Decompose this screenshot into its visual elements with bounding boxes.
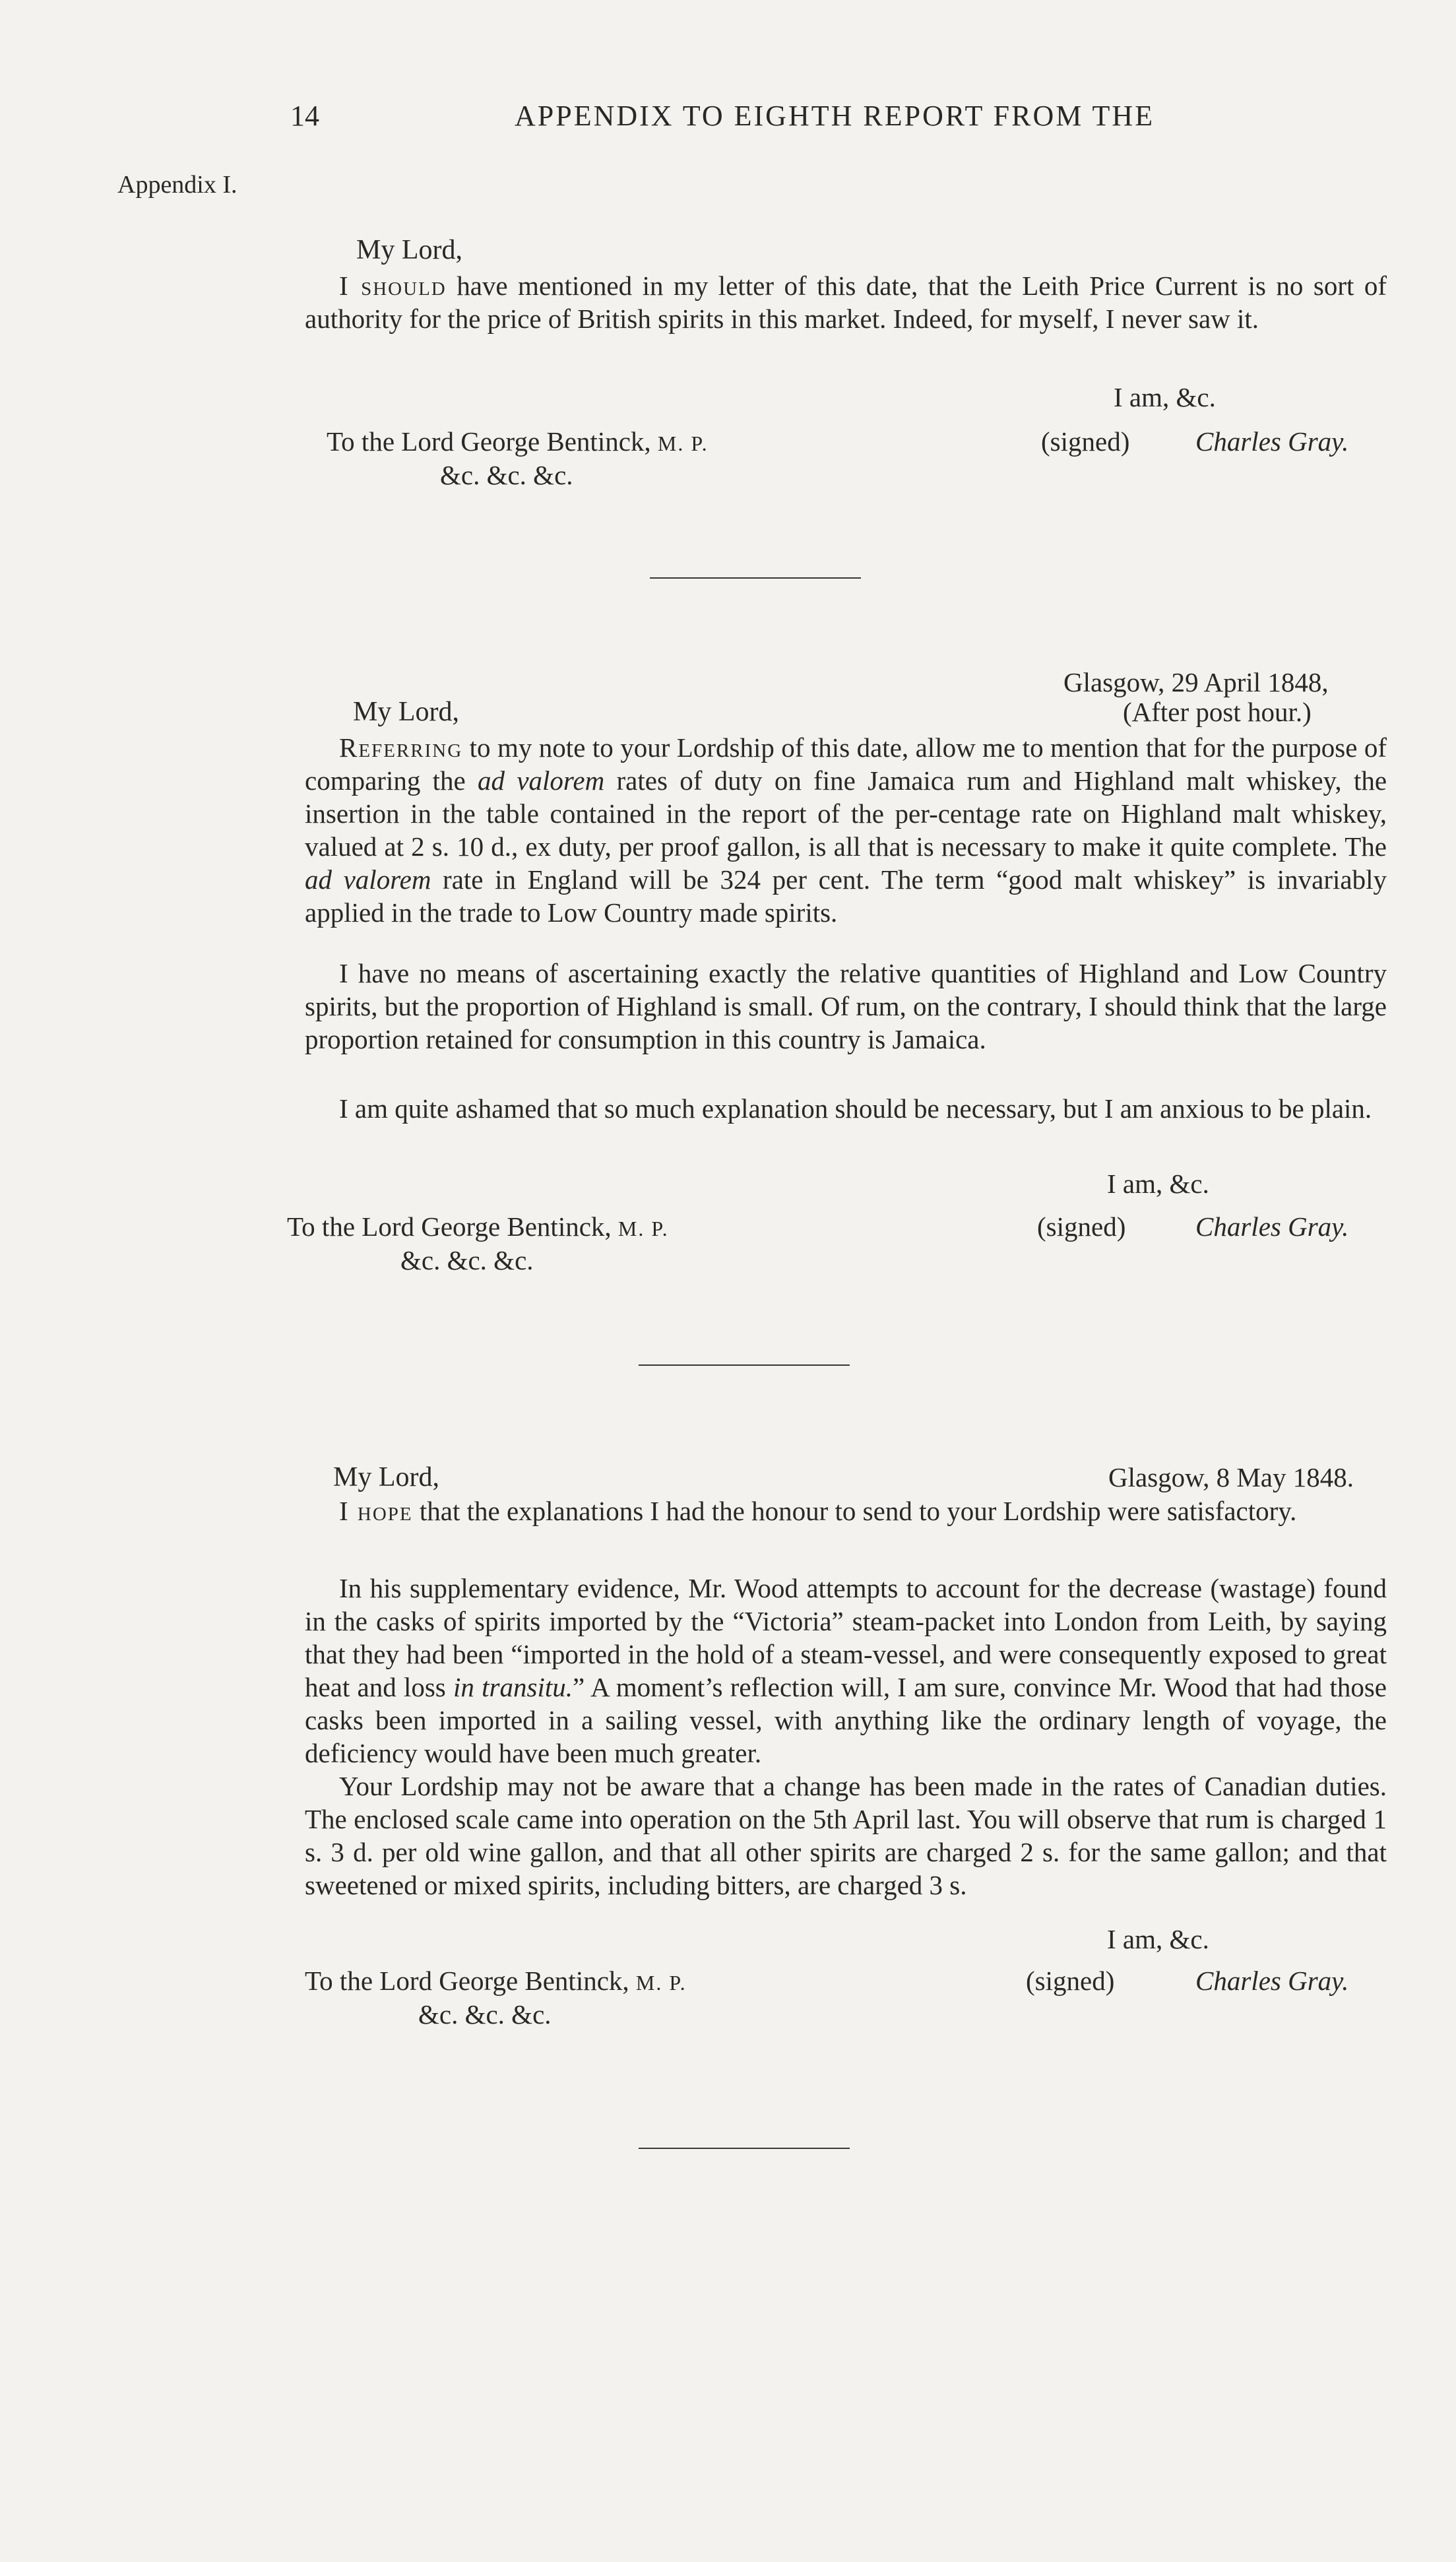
letter3-addressee-etc: &c. &c. &c. (418, 1999, 552, 2030)
letter2-lead: Referring (339, 732, 463, 763)
letter2-signature: Charles Gray. (1195, 1211, 1349, 1242)
letter3-paragraph-3: Your Lordship may not be aware that a change has been made in the rates of Canadian duties. The enclosed scale came into operation on the 5th April last. You will observe that rum is charged 1 s. 3 d. per old wine gallon, and that all other spirits are charged 2 s. for the same gallon; and that sweetened or mixed spirits, including bitters, are charged 3 s. (305, 1771, 1387, 1900)
letter3-p2-in-transitu: in transitu. (453, 1672, 573, 1702)
letter2-salutation: My Lord, (353, 697, 459, 727)
letter3-addressee (305, 1965, 687, 2030)
appendix-sidenote: Appendix I. (117, 171, 237, 199)
letter1-signed-label: (signed) (1041, 426, 1130, 457)
letter2-addressee-name: To the Lord George Bentinck, (287, 1211, 612, 1242)
letter1-signature: Charles Gray. (1195, 426, 1349, 457)
letter3-lead: I hope (339, 1496, 413, 1526)
letter2-p1-ad-valorem-1: ad valorem (478, 765, 605, 796)
letter1-body-text: have mentioned in my letter of this date, that the Leith Price Current is no sort of authority for the price of British spirits in this market. Indeed, for myself, I never saw it. (305, 271, 1387, 334)
letter3-addressee-mp: M. P. (635, 1971, 687, 1995)
letter2-addressee-etc: &c. &c. &c. (400, 1245, 534, 1275)
letter3-signed-label: (signed) (1026, 1966, 1115, 1996)
letter3-paragraph-2 (305, 1572, 1387, 1770)
letter2-signed-label: (signed) (1037, 1211, 1126, 1242)
letter3-p2-text-a: In his supplementary evidence, Mr. Wood attempts to account for the decrease (wastage) found in the casks of spirits imported by the “Victoria” steam-packet into London from Leith, by saying that they had been “imported in the hold of a steam-vessel, and were consequently exposed to great heat and loss (305, 1573, 1387, 1702)
letter2-addressee (287, 1211, 669, 1276)
letter2-place-date: Glasgow, 29 April 1848, (1063, 667, 1329, 697)
letter2-paragraph-2: I have no means of ascertaining exactly the relative quantities of Highland and Low Country spirits, but the proportion of Highland is small. Of rum, on the contrary, I should think that the large proportion retained for consumption in this country is Jamaica. (305, 958, 1387, 1054)
letter2-addressee-mp: M. P. (617, 1217, 669, 1240)
letter2-p1-text-a: to my note to your Lordship of this date, allow me to mention that for the purpose of comparing the (305, 732, 1387, 796)
letter1-addressee (327, 426, 709, 491)
page-number: 14 (290, 100, 319, 132)
letter3-signature: Charles Gray. (1195, 1966, 1349, 1996)
letter3-place-date: Glasgow, 8 May 1848. (1108, 1462, 1354, 1492)
letter1-salutation: My Lord, (356, 235, 462, 265)
letter2-time-note: (After post hour.) (1123, 697, 1312, 727)
letter3-p1-text: that the explanations I had the honour to send to your Lordship were satisfactory. (419, 1496, 1297, 1526)
letter1-lead: I should (339, 271, 447, 301)
letter3-p2-text-b: ” A moment’s reflection will, I am sure, convince Mr. Wood that had those casks been imported in a sailing vessel, with anything like the ordinary length of voyage, the deficiency would have been much greater. (305, 1672, 1387, 1768)
letter2-closing: I am, &c. (1107, 1169, 1209, 1199)
letter3-addressee-name: To the Lord George Bentinck, (305, 1966, 629, 1996)
letter1-addressee-etc: &c. &c. &c. (440, 460, 573, 490)
letter2-paragraph-3: I am quite ashamed that so much explanation should be necessary, but I am anxious to be plain. (339, 1093, 1372, 1124)
section-divider-1 (650, 577, 861, 579)
letter2-p1-ad-valorem-2: ad valorem (305, 864, 431, 895)
letter2-p1-text-b: rates of duty on fine Jamaica rum and Highland malt whiskey, the insertion in the table contained in the report of the per-centage rate on Highland malt whiskey, valued at 2 s. 10 d., ex duty, per proof gallon, is all that is necessary to make it quite complete. The (305, 765, 1387, 862)
letter3-salutation: My Lord, (333, 1462, 439, 1492)
section-divider-2 (639, 1364, 850, 1366)
letter1-addressee-mp: M. P. (657, 432, 709, 455)
letter2-paragraph-1 (305, 731, 1387, 929)
letter1-closing: I am, &c. (1114, 382, 1216, 412)
letter3-paragraph-1 (305, 1494, 1387, 1527)
letter1-addressee-name: To the Lord George Bentinck, (327, 426, 651, 457)
page-header (290, 99, 1201, 139)
letter2-p1-text-c: rate in England will be 324 per cent. The term “good malt whiskey” is invariably applied in the trade to Low Country made spirits. (305, 864, 1387, 928)
letter1-body (305, 269, 1387, 335)
letter3-closing: I am, &c. (1107, 1924, 1209, 1954)
section-divider-3 (639, 2148, 850, 2149)
running-title: APPENDIX TO EIGHTH REPORT FROM THE (515, 100, 1155, 132)
